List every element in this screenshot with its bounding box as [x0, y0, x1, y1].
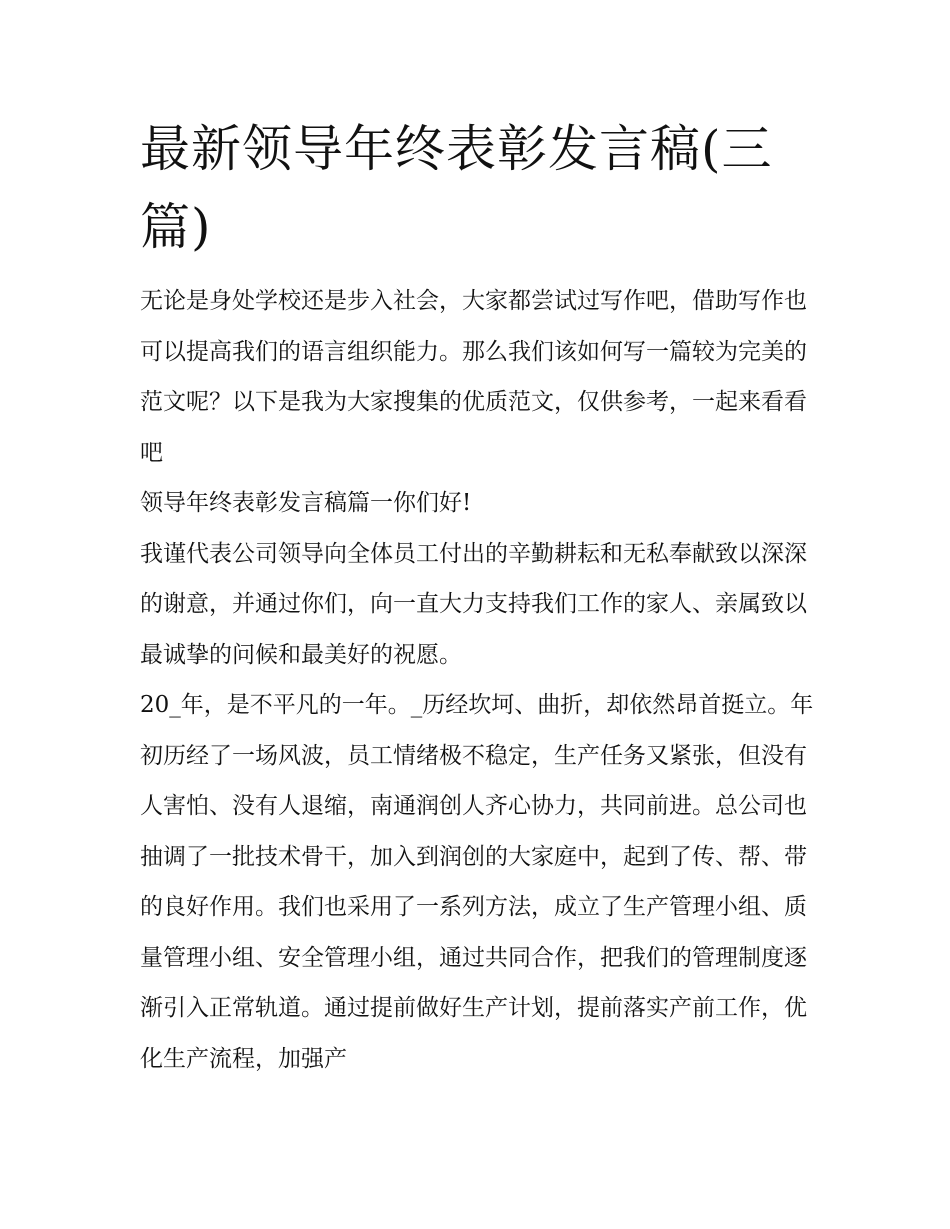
intro-paragraph: 无论是身处学校还是步入社会，大家都尝试过写作吧，借助写作也可以提高我们的语言组织能力。那么我们该如何写一篇较为完美的范文呢？以下是我为大家搜集的优质范文，仅供参考，一起来看看吧	[140, 288, 807, 466]
section-heading-paragraph: 领导年终表彰发言稿篇一你们好!	[140, 490, 472, 516]
thanks-paragraph: 我谨代表公司领导向全体员工付出的辛勤耕耘和无私奉献致以深深的谢意，并通过你们，向一直大力支持我们工作的家人、亲属致以最诚挚的问候和最美好的祝愿。	[140, 540, 807, 668]
document-body	[140, 276, 820, 1084]
year-review-paragraph: 20_年，是不平凡的一年。_历经坎坷、曲折，却依然昂首挺立。年初历经了一场风波，员工情绪极不稳定，生产任务又紧张，但没有人害怕、没有人退缩，南通润创人齐心协力，共同前进。总公司也抽调了一批技术骨干，加入到润创的大家庭中，起到了传、帮、带的良好作用。我们也采用了一系列方法，成立了生产管理小组、质量管理小组、安全管理小组，通过共同合作，把我们的管理制度逐渐引入正常轨道。通过提前做好生产计划，提前落实产前工作，优化生产流程，加强产	[140, 692, 814, 1072]
document-title: 最新领导年终表彰发言稿(三篇)	[140, 120, 773, 256]
